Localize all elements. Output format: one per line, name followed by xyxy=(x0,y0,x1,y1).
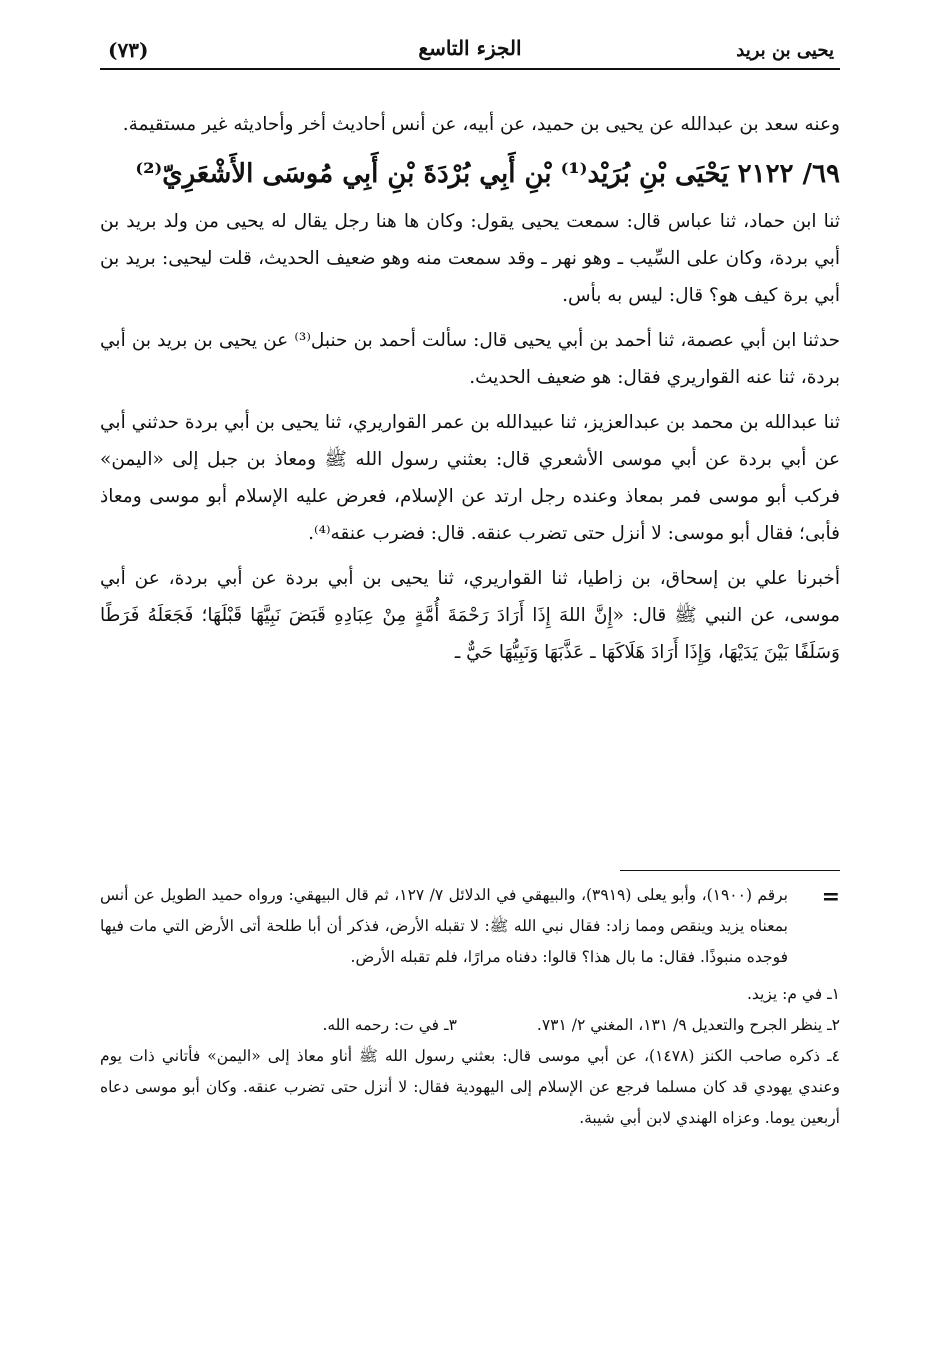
footnote-separator xyxy=(100,866,840,880)
entry-heading: ٦٩/ ٢١٢٢ يَحْيَى بْنِ بُرَيْد⁽¹⁾ بْنِ أَبِي بُرْدَةَ بْنِ أَبِي مُوسَى الأَشْعَرِيّ⁽²⁾ xyxy=(135,159,840,189)
volume-title: الجزء التاسع xyxy=(418,36,522,60)
paragraph-abbas: ثنا ابن حماد، ثنا عباس قال: سمعت يحيى يقول: وكان ها هنا رجل يقال له يحيى من ولد بريد بن أبي بردة، وكان على السِّيب ـ وهو نهر ـ وقد سمعت منه وهو ضعيف الحديث، قلت ليحيى: بريد بن أبي برة كيف هو؟ قال: ليس به بأس. xyxy=(100,211,840,306)
footnote-3: ٣ـ في ت: رحمه الله. xyxy=(322,1016,457,1034)
paragraph-hadith: أخبرنا علي بن إسحاق، بن زاطيا، ثنا القواريري، ثنا يحيى بن أبي بردة عن أبي بردة، عن أبي موسى، عن النبي ﷺ قال: «إِنَّ اللهَ إِذَا أَرَادَ رَحْمَةَ أُمَّةٍ مِنْ عِبَادِهِ قَبَضَ نَبِيَّهَا قَبْلَهَا؛ فَجَعَلَهُ فَرَطًا وَسَلَفًا بَيْنَ يَدَيْهَا، وَإِذَا أَرَادَ هَلَاكَهَا ـ عَذَّبَهَا وَنَبِيُّهَا حَيٌّ ـ xyxy=(100,568,840,663)
main-text xyxy=(100,106,840,679)
page-number: (٧٣) xyxy=(108,38,149,62)
footnote-continuation xyxy=(100,880,840,973)
running-head: يحيى بن بريد xyxy=(736,40,834,61)
paragraph-intro: وعنه سعد بن عبدالله عن يحيى بن حميد، عن أبيه، عن أنس أحاديث أخر وأحاديثه غير مستقيمة. xyxy=(122,114,840,135)
footnote-row-2-3 xyxy=(100,1010,840,1041)
continuation-mark: = xyxy=(821,884,840,910)
footnote-4: ٤ـ ذكره صاحب الكنز (١٤٧٨)، عن أبي موسى قال: بعثني رسول الله ﷺ أناو معاذ إلى «اليمن» فأتاني ذات يوم وعندي يهودي قد كان مسلما فرجع عن الإسلام إلى اليهودية فقال: لا أنزل حتى تضرب عنقه. وكان أبو موسى دعاه أربعين يوما. وعزاه الهندي لابن أبي شيبة. xyxy=(100,1047,840,1127)
separator-line xyxy=(620,870,840,871)
paragraph-muadh: ثنا عبدالله بن محمد بن عبدالعزيز، ثنا عبيدالله بن عمر القواريري، ثنا يحيى بن أبي بردة حدثني أبي عن أبي بردة عن أبي موسى الأشعري قال: بعثني رسول الله ﷺ ومعاذ بن جبل إلى «اليمن» فركب أبو موسى فمر بمعاذ وعنده رجل ارتد عن الإسلام، فعرض عليه الإسلام أبو موسى ومعاذ فأبى؛ فقال أبو موسى: لا أنزل حتى تضرب عنقه. قال: فضرب عنقه⁽⁴⁾. xyxy=(100,412,840,544)
footnote-2: ٢ـ ينظر الجرح والتعديل ٩/ ١٣١، المغني ٢/ ٧٣١. xyxy=(536,1016,840,1034)
footnote-1: ١ـ في م: يزيد. xyxy=(746,985,840,1003)
paragraph-ahmad: حدثنا ابن أبي عصمة، ثنا أحمد بن أبي يحيى قال: سألت أحمد بن حنبل⁽³⁾ عن يحيى بن بريد بن أبي بردة، ثنا عنه القواريري فقال: هو ضعيف الحديث. xyxy=(100,330,841,388)
continuation-text: برقم (١٩٠٠)، وأبو يعلى (٣٩١٩)، والبيهقي في الدلائل ٧/ ١٢٧، ثم قال البيهقي: ورواه حميد الطويل عن أنس بمعناه يزيد وينقص ومما زاد: فقال نبي الله ﷺ: لا تقبله الأرض، فذكر أن أبا طلحة أتى الأرض التي مات فيها فوجده منبوذًا. فقال: ما بال هذا؟ قالوا: دفناه مرارًا، فلم تقبله الأرض. xyxy=(100,886,788,966)
page-header xyxy=(100,28,840,70)
footnotes xyxy=(100,880,840,1134)
